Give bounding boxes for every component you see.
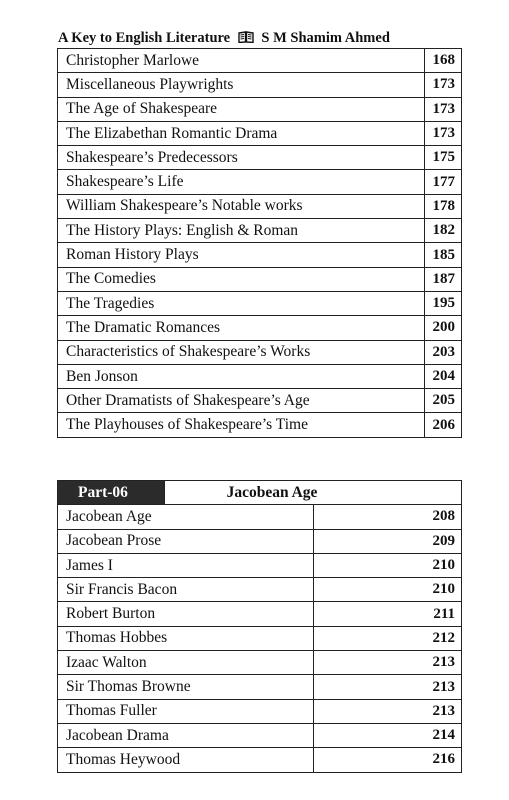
toc-entry-title: The Tragedies xyxy=(58,291,425,315)
toc-page-number: 173 xyxy=(425,97,462,121)
toc-row xyxy=(58,146,462,170)
toc-entry-title: Jacobean Age xyxy=(58,505,314,529)
toc-row xyxy=(58,651,462,675)
toc-entry-title: The Playhouses of Shakespeare’s Time xyxy=(58,413,425,437)
toc-row xyxy=(58,291,462,315)
toc-entry-title: Thomas Fuller xyxy=(58,699,314,723)
toc-row xyxy=(58,170,462,194)
toc-entry-title: The Elizabethan Romantic Drama xyxy=(58,121,425,145)
toc-entry-title: William Shakespeare’s Notable works xyxy=(58,194,425,218)
toc-row xyxy=(58,602,462,626)
toc-entry-title: Miscellaneous Playwrights xyxy=(58,73,425,97)
toc-page-number: 213 xyxy=(313,675,462,699)
toc-table-section2 xyxy=(57,480,462,773)
toc-page-number: 175 xyxy=(425,146,462,170)
part-header-row xyxy=(58,481,462,505)
toc-table-section1 xyxy=(57,48,462,438)
toc-row xyxy=(58,529,462,553)
toc-page-number: 205 xyxy=(425,389,462,413)
toc-row xyxy=(58,49,462,73)
toc-entry-title: Izaac Walton xyxy=(58,651,314,675)
toc-page-number: 187 xyxy=(425,267,462,291)
author-name: S M Shamim Ahmed xyxy=(261,30,390,46)
toc-page-number: 177 xyxy=(425,170,462,194)
toc-page-number: 206 xyxy=(425,413,462,437)
toc-row xyxy=(58,219,462,243)
page-header xyxy=(58,30,462,47)
toc-row xyxy=(58,553,462,577)
toc-page-number: 213 xyxy=(313,651,462,675)
toc-row xyxy=(58,194,462,218)
toc-page-number: 212 xyxy=(313,626,462,650)
toc-row xyxy=(58,243,462,267)
toc-row xyxy=(58,675,462,699)
toc-row xyxy=(58,413,462,437)
toc-entry-title: Sir Thomas Browne xyxy=(58,675,314,699)
toc-page-number: 209 xyxy=(313,529,462,553)
toc-page-number: 208 xyxy=(313,505,462,529)
toc-page-number: 210 xyxy=(313,553,462,577)
toc-page-number: 210 xyxy=(313,578,462,602)
toc-entry-title: Other Dramatists of Shakespeare’s Age xyxy=(58,389,425,413)
toc-row xyxy=(58,626,462,650)
toc-page-number: 185 xyxy=(425,243,462,267)
toc-entry-title: Roman History Plays xyxy=(58,243,425,267)
toc-row xyxy=(58,723,462,747)
toc-page-number: 213 xyxy=(313,699,462,723)
toc-page-number: 203 xyxy=(425,340,462,364)
toc-page-number: 182 xyxy=(425,219,462,243)
toc-entry-title: Jacobean Prose xyxy=(58,529,314,553)
toc-entry-title: Ben Jonson xyxy=(58,364,425,388)
toc-entry-title: Robert Burton xyxy=(58,602,314,626)
toc-page-number: 214 xyxy=(313,723,462,747)
toc-page-number: 173 xyxy=(425,73,462,97)
toc-row xyxy=(58,316,462,340)
toc-entry-title: The History Plays: English & Roman xyxy=(58,219,425,243)
open-book-icon xyxy=(238,31,254,43)
toc-entry-title: Jacobean Drama xyxy=(58,723,314,747)
toc-page-number: 173 xyxy=(425,121,462,145)
toc-row xyxy=(58,389,462,413)
toc-entry-title: The Age of Shakespeare xyxy=(58,97,425,121)
toc-entry-title: Christopher Marlowe xyxy=(58,49,425,73)
toc-entry-title: Shakespeare’s Predecessors xyxy=(58,146,425,170)
toc-entry-title: James I xyxy=(58,553,314,577)
toc-page-number: 200 xyxy=(425,316,462,340)
toc-entry-title: Thomas Heywood xyxy=(58,748,314,772)
toc-row xyxy=(58,267,462,291)
book-title: A Key to English Literature xyxy=(58,30,231,46)
toc-entry-title: The Dramatic Romances xyxy=(58,316,425,340)
toc-entry-title: Characteristics of Shakespeare’s Works xyxy=(58,340,425,364)
toc-page-number: 204 xyxy=(425,364,462,388)
toc-entry-title: Sir Francis Bacon xyxy=(58,578,314,602)
toc-page-number: 216 xyxy=(313,748,462,772)
toc-row xyxy=(58,364,462,388)
toc-row xyxy=(58,699,462,723)
part-label: Part-06 xyxy=(58,481,165,505)
toc-page-number: 195 xyxy=(425,291,462,315)
toc-page-number: 168 xyxy=(425,49,462,73)
part-title: Jacobean Age xyxy=(165,481,462,505)
toc-entry-title: Shakespeare’s Life xyxy=(58,170,425,194)
toc-row xyxy=(58,97,462,121)
toc-row xyxy=(58,505,462,529)
toc-row xyxy=(58,748,462,772)
toc-row xyxy=(58,578,462,602)
toc-entry-title: The Comedies xyxy=(58,267,425,291)
toc-page-number: 211 xyxy=(313,602,462,626)
toc-row xyxy=(58,121,462,145)
toc-entry-title: Thomas Hobbes xyxy=(58,626,314,650)
toc-row xyxy=(58,340,462,364)
toc-page-number: 178 xyxy=(425,194,462,218)
toc-row xyxy=(58,73,462,97)
